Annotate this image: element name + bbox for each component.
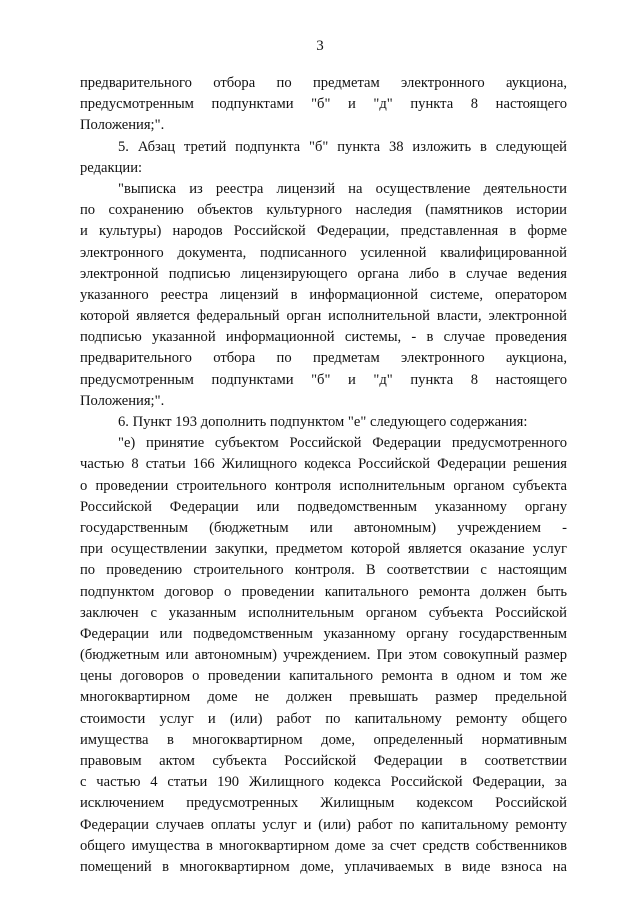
text-line: подписью указанной информационной системы, - в случае проведения xyxy=(80,329,567,346)
text-line: предварительного отбора по предметам электронного аукциона, xyxy=(80,75,567,91)
text-line: с частью 4 статьи 190 Жилищного кодекса Российской Федерации, за xyxy=(80,774,567,791)
text-line: исключением предусмотренных Жилищным кодексом Российской xyxy=(80,795,567,812)
page-number: 3 xyxy=(316,38,324,54)
text-line: электронной подписью лицензирующего органа либо в случае ведения xyxy=(80,265,567,282)
text-line: помещений в многоквартирном доме, уплачиваемых в виде взноса на xyxy=(80,858,567,875)
text-line: предварительного отбора по предметам электронного аукциона, xyxy=(80,350,567,367)
text-line: заключен с указанным исполнительным органом субъекта Российской xyxy=(80,604,567,621)
text-line: (бюджетным или автономным) учреждением. При этом совокупный размер xyxy=(80,647,567,664)
text-line: частью 8 статьи 166 Жилищного кодекса Российской Федерации решения xyxy=(80,456,567,473)
text-line: и культуры) народов Российской Федерации, представленная в форме xyxy=(80,223,567,240)
text-line: стоимости услуг и (или) работ по капитальному ремонту общего xyxy=(80,710,567,727)
text-line: предусмотренным подпунктами "б" и "д" пункта 8 настоящего xyxy=(80,371,567,388)
text-line: общего имущества в многоквартирном доме за счет средств собственников xyxy=(80,837,567,854)
text-line: подпунктом договор о проведении капитального ремонта должен быть xyxy=(80,583,567,600)
text-line: редакции: xyxy=(80,159,143,176)
text-line: 6. Пункт 193 дополнить подпунктом "е" следующего содержания: xyxy=(118,414,528,430)
text-line: Положения;". xyxy=(80,392,165,409)
text-line: цены договоров о проведении капитального ремонта в одном и том же xyxy=(80,668,567,685)
text-line: которой является федеральный орган исполнительной власти, электронной xyxy=(80,308,567,325)
text-line: электронного документа, подписанного усиленной квалифицированной xyxy=(80,244,567,261)
text-line: о проведении строительного контроля исполнительным органом субъекта xyxy=(80,477,567,494)
text-line: при осуществлении закупки, предметом которой является оказание услуг xyxy=(80,541,567,558)
text-line: "е) принятие субъектом Российской Федерации предусмотренного xyxy=(118,435,567,452)
document-body xyxy=(80,73,567,878)
text-line: многоквартирном доме не должен превышать размер предельной xyxy=(80,689,567,706)
text-line: предусмотренным подпунктами "б" и "д" пункта 8 настоящего xyxy=(80,96,567,113)
text-line: указанного реестра лицензий в информационной системе, оператором xyxy=(80,286,567,303)
text-line: "выписка из реестра лицензий на осуществление деятельности xyxy=(118,180,567,197)
text-line: Положения;". xyxy=(80,117,165,134)
text-line: правовым актом субъекта Российской Федерации в соответствии xyxy=(80,753,567,769)
text-line: Федерации случаев оплаты услуг и (или) работ по капитальному ремонту xyxy=(80,816,567,833)
text-line: Российской Федерации или подведомственным указанному органу xyxy=(80,498,567,515)
text-line: Федерации или подведомственным указанному органу государственным xyxy=(80,625,567,642)
text-line: 5. Абзац третий подпункта "б" пункта 38 изложить в следующей xyxy=(118,138,567,155)
text-line: по сохранению объектов культурного наследия (памятников истории xyxy=(80,202,567,219)
text-line: имущества в многоквартирном доме, определенный нормативным xyxy=(80,731,567,748)
text-line: по проведению строительного контроля. В соответствии с настоящим xyxy=(80,562,567,579)
text-line: государственным (бюджетным или автономным) учреждением - xyxy=(80,519,567,536)
